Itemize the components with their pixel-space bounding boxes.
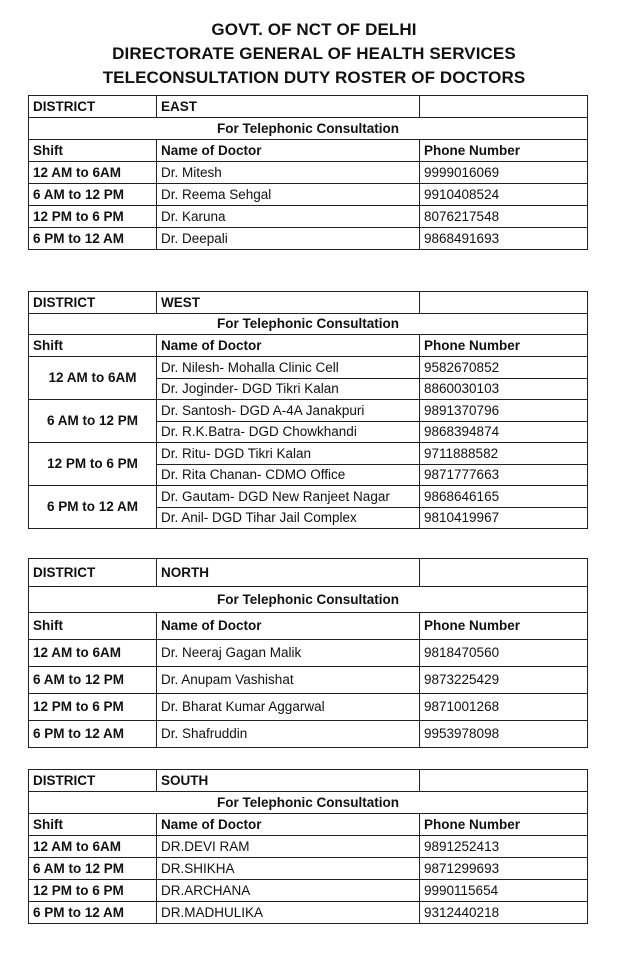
district-name: SOUTH [157,770,420,792]
east-roster-table [28,95,588,250]
doctor-name-cell: DR.ARCHANA [157,880,420,902]
table-row [29,357,588,379]
table-row [29,162,588,184]
phone-number-cell: 8076217548 [420,206,588,228]
phone-number-cell: 9868491693 [420,228,588,250]
west-roster-table [28,291,588,529]
doctor-column-header: Name of Doctor [157,335,420,357]
shift-column-header: Shift [29,613,157,640]
doctor-name-cell: Dr. Reema Sehgal [157,184,420,206]
doctor-name-cell: Dr. Bharat Kumar Aggarwal [157,694,420,721]
district-name: WEST [157,292,420,314]
doctor-name-cell: Dr. Ritu- DGD Tikri Kalan [157,443,420,465]
doctor-name-cell: Dr. Santosh- DGD A-4A Janakpuri [157,400,420,422]
shift-cell: 12 PM to 6 PM [29,206,157,228]
shift-column-header: Shift [29,814,157,836]
phone-number-cell: 9810419967 [420,508,588,529]
phone-number-cell: 9871777663 [420,465,588,486]
doctor-name-cell: Dr. R.K.Batra- DGD Chowkhandi [157,422,420,443]
doctor-name-cell: Dr. Neeraj Gagan Malik [157,640,420,667]
shift-cell: 12 AM to 6AM [29,836,157,858]
district-label: DISTRICT [29,96,157,118]
table-row [29,880,588,902]
shift-cell: 12 AM to 6AM [29,162,157,184]
shift-cell: 6 AM to 12 PM [29,667,157,694]
doctor-name-cell: Dr. Rita Chanan- CDMO Office [157,465,420,486]
phone-number-cell: 9871001268 [420,694,588,721]
doctor-name-cell: Dr. Mitesh [157,162,420,184]
doctor-name-cell: Dr. Shafruddin [157,721,420,748]
doctor-column-header: Name of Doctor [157,814,420,836]
phone-number-cell: 9818470560 [420,640,588,667]
phone-column-header: Phone Number [420,140,588,162]
district-label: DISTRICT [29,292,157,314]
doctor-column-header: Name of Doctor [157,613,420,640]
phone-column-header: Phone Number [420,613,588,640]
table-row [29,836,588,858]
table-row [29,902,588,924]
shift-cell: 6 PM to 12 AM [29,486,157,529]
table-row [29,184,588,206]
consultation-heading: For Telephonic Consultation [29,118,588,140]
phone-number-cell: 9891370796 [420,400,588,422]
shift-cell: 6 PM to 12 AM [29,228,157,250]
shift-cell: 12 AM to 6AM [29,640,157,667]
table-row [29,640,588,667]
phone-number-cell: 9910408524 [420,184,588,206]
doctor-name-cell: DR.DEVI RAM [157,836,420,858]
district-name: NORTH [157,559,420,587]
shift-cell: 6 AM to 12 PM [29,858,157,880]
doctor-name-cell: Dr. Anupam Vashishat [157,667,420,694]
shift-cell: 12 AM to 6AM [29,357,157,400]
phone-number-cell: 9582670852 [420,357,588,379]
phone-number-cell: 9868646165 [420,486,588,508]
phone-number-cell: 9891252413 [420,836,588,858]
phone-number-cell: 9868394874 [420,422,588,443]
table-row [29,206,588,228]
shift-cell: 12 PM to 6 PM [29,443,157,486]
consultation-heading: For Telephonic Consultation [29,792,588,814]
doctor-name-cell: Dr. Nilesh- Mohalla Clinic Cell [157,357,420,379]
consultation-heading: For Telephonic Consultation [29,314,588,335]
phone-number-cell: 9990115654 [420,880,588,902]
phone-number-cell: 9871299693 [420,858,588,880]
doctor-name-cell: DR.SHIKHA [157,858,420,880]
shift-column-header: Shift [29,140,157,162]
shift-cell: 6 PM to 12 AM [29,902,157,924]
phone-number-cell: 9711888582 [420,443,588,465]
doctor-name-cell: DR.MADHULIKA [157,902,420,924]
header-directorate-line: DIRECTORATE GENERAL OF HEALTH SERVICES [112,44,516,63]
phone-number-cell: 9999016069 [420,162,588,184]
table-row [29,667,588,694]
district-label: DISTRICT [29,559,157,587]
phone-number-cell: 9873225429 [420,667,588,694]
south-roster-table [28,769,588,924]
header-govt-line: GOVT. OF NCT OF DELHI [211,20,417,39]
doctor-name-cell: Dr. Anil- DGD Tihar Jail Complex [157,508,420,529]
table-row [29,486,588,508]
district-label: DISTRICT [29,770,157,792]
doctor-name-cell: Dr. Gautam- DGD New Ranjeet Nagar [157,486,420,508]
doctor-name-cell: Dr. Karuna [157,206,420,228]
doctor-name-cell: Dr. Deepali [157,228,420,250]
phone-column-header: Phone Number [420,335,588,357]
header-roster-title: TELECONSULTATION DUTY ROSTER OF DOCTORS [102,68,526,87]
district-name: EAST [157,96,420,118]
phone-number-cell: 8860030103 [420,379,588,400]
doctor-column-header: Name of Doctor [157,140,420,162]
table-row [29,400,588,422]
shift-column-header: Shift [29,335,157,357]
table-row [29,228,588,250]
shift-cell: 6 PM to 12 AM [29,721,157,748]
phone-number-cell: 9953978098 [420,721,588,748]
shift-cell: 12 PM to 6 PM [29,880,157,902]
table-row [29,858,588,880]
table-row [29,694,588,721]
table-row [29,443,588,465]
consultation-heading: For Telephonic Consultation [29,587,588,613]
shift-cell: 6 AM to 12 PM [29,184,157,206]
phone-number-cell: 9312440218 [420,902,588,924]
doctor-name-cell: Dr. Joginder- DGD Tikri Kalan [157,379,420,400]
phone-column-header: Phone Number [420,814,588,836]
shift-cell: 6 AM to 12 PM [29,400,157,443]
table-row [29,721,588,748]
shift-cell: 12 PM to 6 PM [29,694,157,721]
north-roster-table [28,558,588,748]
